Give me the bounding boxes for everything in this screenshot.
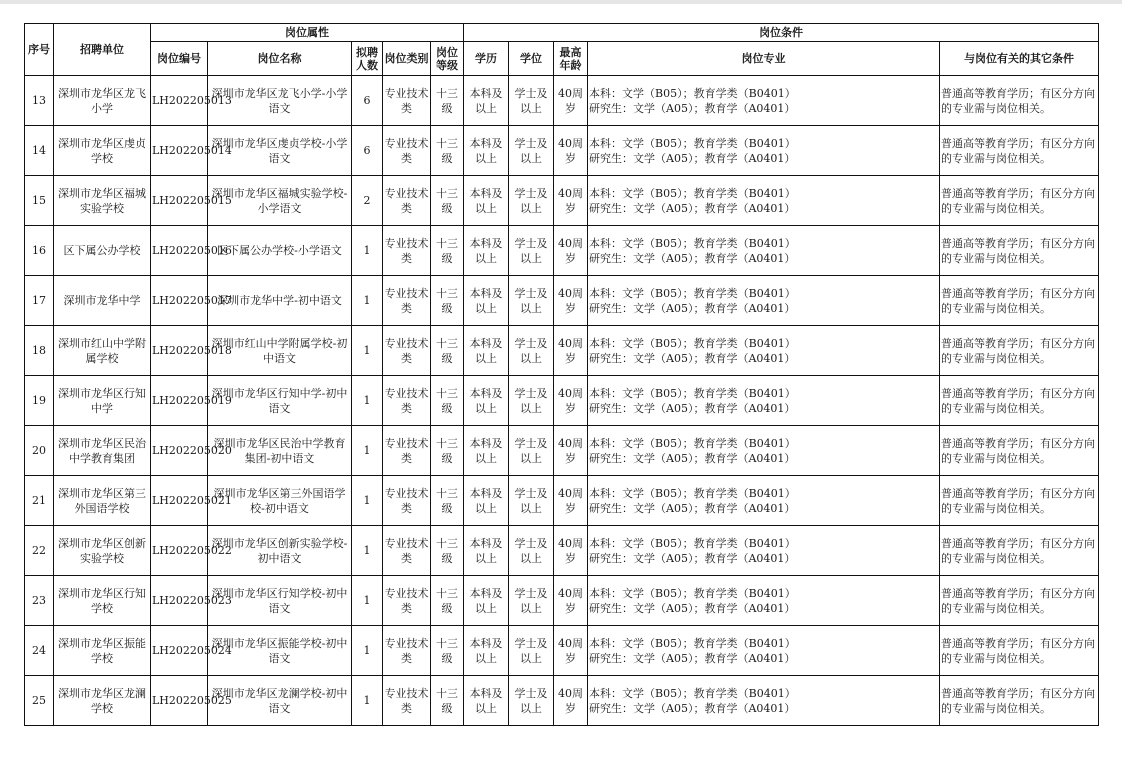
row-count: 1 — [352, 226, 383, 276]
row-major — [588, 526, 940, 576]
row-max-age: 40周岁 — [554, 176, 588, 226]
row-grade: 十三级 — [431, 126, 464, 176]
row-post-name: 深圳市龙华区创新实验学校-初中语文 — [208, 526, 352, 576]
table-row — [25, 326, 1099, 376]
row-major-postgrad: 研究生：文学（A05）；教育学（A0401） — [589, 551, 796, 565]
header-other: 与岗位有关的其它条件 — [940, 42, 1099, 76]
row-major — [588, 476, 940, 526]
row-major-undergrad: 本科：文学（B05）；教育学类（B0401） — [589, 136, 796, 150]
row-major-undergrad: 本科：文学（B05）；教育学类（B0401） — [589, 486, 796, 500]
row-code: LH202205024 — [151, 626, 208, 676]
row-major-postgrad: 研究生：文学（A05）；教育学（A0401） — [589, 101, 796, 115]
row-major-undergrad: 本科：文学（B05）；教育学类（B0401） — [589, 686, 796, 700]
row-post-name: 深圳市龙华区第三外国语学校-初中语文 — [208, 476, 352, 526]
row-degree: 学士及以上 — [509, 676, 554, 726]
row-degree: 学士及以上 — [509, 226, 554, 276]
row-degree: 学士及以上 — [509, 126, 554, 176]
header-grade: 岗位等级 — [431, 42, 464, 76]
row-major-postgrad: 研究生：文学（A05）；教育学（A0401） — [589, 451, 796, 465]
row-major-postgrad: 研究生：文学（A05）；教育学（A0401） — [589, 401, 796, 415]
row-max-age: 40周岁 — [554, 226, 588, 276]
row-post-name: 区下属公办学校-小学语文 — [208, 226, 352, 276]
row-grade: 十三级 — [431, 626, 464, 676]
header-group-attributes: 岗位属性 — [151, 24, 464, 42]
row-seq: 25 — [25, 676, 54, 726]
row-unit: 深圳市龙华区民治中学教育集团 — [54, 426, 151, 476]
row-post-name: 深圳市龙华区振能学校-初中语文 — [208, 626, 352, 676]
row-education: 本科及以上 — [464, 176, 509, 226]
recruitment-table — [24, 23, 1099, 726]
row-category: 专业技术类 — [383, 426, 431, 476]
row-post-name: 深圳市龙华区福城实验学校-小学语文 — [208, 176, 352, 226]
table-row — [25, 176, 1099, 226]
row-major — [588, 326, 940, 376]
header-code: 岗位编号 — [151, 42, 208, 76]
row-unit: 深圳市龙华区龙飞小学 — [54, 76, 151, 126]
row-max-age: 40周岁 — [554, 476, 588, 526]
row-degree: 学士及以上 — [509, 376, 554, 426]
table-row — [25, 376, 1099, 426]
row-major — [588, 276, 940, 326]
header-education: 学历 — [464, 42, 509, 76]
row-seq: 17 — [25, 276, 54, 326]
row-max-age: 40周岁 — [554, 276, 588, 326]
row-education: 本科及以上 — [464, 326, 509, 376]
row-grade: 十三级 — [431, 276, 464, 326]
row-code: LH202205013 — [151, 76, 208, 126]
header-max-age: 最高年龄 — [554, 42, 588, 76]
table-header — [25, 24, 1099, 76]
row-major-postgrad: 研究生：文学（A05）；教育学（A0401） — [589, 151, 796, 165]
header-category: 岗位类别 — [383, 42, 431, 76]
row-max-age: 40周岁 — [554, 326, 588, 376]
row-degree: 学士及以上 — [509, 326, 554, 376]
row-count: 1 — [352, 376, 383, 426]
row-unit: 深圳市龙华区行知学校 — [54, 576, 151, 626]
row-category: 专业技术类 — [383, 276, 431, 326]
row-other-conditions: 普通高等教育学历；有区分方向的专业需与岗位相关。 — [940, 126, 1099, 176]
table-row — [25, 426, 1099, 476]
row-unit: 深圳市龙华区行知中学 — [54, 376, 151, 426]
row-count: 1 — [352, 626, 383, 676]
page-top-edge — [0, 0, 1122, 4]
row-grade: 十三级 — [431, 76, 464, 126]
row-post-name: 深圳市龙华区龙飞小学-小学语文 — [208, 76, 352, 126]
row-grade: 十三级 — [431, 576, 464, 626]
row-grade: 十三级 — [431, 376, 464, 426]
row-grade: 十三级 — [431, 526, 464, 576]
row-education: 本科及以上 — [464, 226, 509, 276]
row-other-conditions: 普通高等教育学历；有区分方向的专业需与岗位相关。 — [940, 676, 1099, 726]
header-major: 岗位专业 — [588, 42, 940, 76]
row-major — [588, 576, 940, 626]
row-category: 专业技术类 — [383, 376, 431, 426]
header-seq: 序号 — [25, 24, 54, 76]
row-code: LH202205025 — [151, 676, 208, 726]
row-seq: 23 — [25, 576, 54, 626]
row-count: 1 — [352, 426, 383, 476]
row-post-name: 深圳市龙华区行知中学-初中语文 — [208, 376, 352, 426]
row-other-conditions: 普通高等教育学历；有区分方向的专业需与岗位相关。 — [940, 276, 1099, 326]
row-code: LH202205021 — [151, 476, 208, 526]
row-seq: 24 — [25, 626, 54, 676]
row-major-undergrad: 本科：文学（B05）；教育学类（B0401） — [589, 236, 796, 250]
table-row — [25, 526, 1099, 576]
row-other-conditions: 普通高等教育学历；有区分方向的专业需与岗位相关。 — [940, 326, 1099, 376]
row-grade: 十三级 — [431, 476, 464, 526]
row-max-age: 40周岁 — [554, 126, 588, 176]
row-other-conditions: 普通高等教育学历；有区分方向的专业需与岗位相关。 — [940, 526, 1099, 576]
row-count: 6 — [352, 76, 383, 126]
row-unit: 深圳市龙华区虔贞学校 — [54, 126, 151, 176]
row-education: 本科及以上 — [464, 676, 509, 726]
row-post-name: 深圳市龙华中学-初中语文 — [208, 276, 352, 326]
table-row — [25, 76, 1099, 126]
row-major-postgrad: 研究生：文学（A05）；教育学（A0401） — [589, 301, 796, 315]
row-major — [588, 126, 940, 176]
row-category: 专业技术类 — [383, 576, 431, 626]
row-education: 本科及以上 — [464, 526, 509, 576]
row-category: 专业技术类 — [383, 76, 431, 126]
row-other-conditions: 普通高等教育学历；有区分方向的专业需与岗位相关。 — [940, 376, 1099, 426]
row-major-undergrad: 本科：文学（B05）；教育学类（B0401） — [589, 86, 796, 100]
header-unit: 招聘单位 — [54, 24, 151, 76]
row-code: LH202205023 — [151, 576, 208, 626]
row-other-conditions: 普通高等教育学历；有区分方向的专业需与岗位相关。 — [940, 576, 1099, 626]
row-seq: 22 — [25, 526, 54, 576]
row-code: LH202205014 — [151, 126, 208, 176]
row-other-conditions: 普通高等教育学历；有区分方向的专业需与岗位相关。 — [940, 76, 1099, 126]
row-max-age: 40周岁 — [554, 526, 588, 576]
row-major-undergrad: 本科：文学（B05）；教育学类（B0401） — [589, 286, 796, 300]
row-major-postgrad: 研究生：文学（A05）；教育学（A0401） — [589, 601, 796, 615]
row-education: 本科及以上 — [464, 376, 509, 426]
row-major-postgrad: 研究生：文学（A05）；教育学（A0401） — [589, 201, 796, 215]
row-post-name: 深圳市龙华区行知学校-初中语文 — [208, 576, 352, 626]
row-category: 专业技术类 — [383, 226, 431, 276]
row-education: 本科及以上 — [464, 476, 509, 526]
row-major — [588, 226, 940, 276]
table-row — [25, 576, 1099, 626]
row-category: 专业技术类 — [383, 476, 431, 526]
row-grade: 十三级 — [431, 676, 464, 726]
row-major-undergrad: 本科：文学（B05）；教育学类（B0401） — [589, 186, 796, 200]
row-major — [588, 176, 940, 226]
row-unit: 深圳市龙华区创新实验学校 — [54, 526, 151, 576]
header-row-groups — [25, 24, 1099, 42]
row-grade: 十三级 — [431, 176, 464, 226]
row-count: 1 — [352, 326, 383, 376]
header-group-conditions: 岗位条件 — [464, 24, 1099, 42]
table-row — [25, 676, 1099, 726]
row-category: 专业技术类 — [383, 626, 431, 676]
row-other-conditions: 普通高等教育学历；有区分方向的专业需与岗位相关。 — [940, 176, 1099, 226]
row-education: 本科及以上 — [464, 276, 509, 326]
row-unit: 深圳市龙华中学 — [54, 276, 151, 326]
row-max-age: 40周岁 — [554, 576, 588, 626]
row-code: LH202205020 — [151, 426, 208, 476]
row-major — [588, 626, 940, 676]
row-seq: 14 — [25, 126, 54, 176]
row-category: 专业技术类 — [383, 326, 431, 376]
row-post-name: 深圳市龙华区虔贞学校-小学语文 — [208, 126, 352, 176]
row-seq: 20 — [25, 426, 54, 476]
row-major-postgrad: 研究生：文学（A05）；教育学（A0401） — [589, 251, 796, 265]
row-major — [588, 376, 940, 426]
row-major-postgrad: 研究生：文学（A05）；教育学（A0401） — [589, 501, 796, 515]
row-seq: 21 — [25, 476, 54, 526]
row-code: LH202205018 — [151, 326, 208, 376]
row-grade: 十三级 — [431, 226, 464, 276]
row-code: LH202205016 — [151, 226, 208, 276]
row-count: 2 — [352, 176, 383, 226]
row-category: 专业技术类 — [383, 526, 431, 576]
header-degree: 学位 — [509, 42, 554, 76]
row-unit: 深圳市龙华区福城实验学校 — [54, 176, 151, 226]
row-degree: 学士及以上 — [509, 476, 554, 526]
table-body — [25, 76, 1099, 726]
row-major-undergrad: 本科：文学（B05）；教育学类（B0401） — [589, 386, 796, 400]
row-education: 本科及以上 — [464, 626, 509, 676]
row-major-postgrad: 研究生：文学（A05）；教育学（A0401） — [589, 701, 796, 715]
row-seq: 16 — [25, 226, 54, 276]
header-row-columns — [25, 42, 1099, 76]
row-post-name: 深圳市红山中学附属学校-初中语文 — [208, 326, 352, 376]
row-code: LH202205019 — [151, 376, 208, 426]
table-row — [25, 126, 1099, 176]
table-row — [25, 226, 1099, 276]
row-max-age: 40周岁 — [554, 76, 588, 126]
row-seq: 13 — [25, 76, 54, 126]
row-grade: 十三级 — [431, 326, 464, 376]
row-major — [588, 76, 940, 126]
row-grade: 十三级 — [431, 426, 464, 476]
row-degree: 学士及以上 — [509, 426, 554, 476]
row-code: LH202205015 — [151, 176, 208, 226]
row-post-name: 深圳市龙华区民治中学教育集团-初中语文 — [208, 426, 352, 476]
table-row — [25, 276, 1099, 326]
row-seq: 15 — [25, 176, 54, 226]
row-count: 6 — [352, 126, 383, 176]
row-seq: 19 — [25, 376, 54, 426]
row-unit: 深圳市红山中学附属学校 — [54, 326, 151, 376]
row-degree: 学士及以上 — [509, 626, 554, 676]
row-major-postgrad: 研究生：文学（A05）；教育学（A0401） — [589, 651, 796, 665]
row-major — [588, 676, 940, 726]
row-max-age: 40周岁 — [554, 676, 588, 726]
row-seq: 18 — [25, 326, 54, 376]
row-other-conditions: 普通高等教育学历；有区分方向的专业需与岗位相关。 — [940, 626, 1099, 676]
row-education: 本科及以上 — [464, 576, 509, 626]
row-major-undergrad: 本科：文学（B05）；教育学类（B0401） — [589, 436, 796, 450]
row-unit: 深圳市龙华区振能学校 — [54, 626, 151, 676]
row-degree: 学士及以上 — [509, 76, 554, 126]
row-other-conditions: 普通高等教育学历；有区分方向的专业需与岗位相关。 — [940, 476, 1099, 526]
row-count: 1 — [352, 576, 383, 626]
table-row — [25, 626, 1099, 676]
row-other-conditions: 普通高等教育学历；有区分方向的专业需与岗位相关。 — [940, 226, 1099, 276]
header-count: 拟聘人数 — [352, 42, 383, 76]
row-major-undergrad: 本科：文学（B05）；教育学类（B0401） — [589, 536, 796, 550]
header-post-name: 岗位名称 — [208, 42, 352, 76]
row-max-age: 40周岁 — [554, 376, 588, 426]
row-unit: 深圳市龙华区第三外国语学校 — [54, 476, 151, 526]
row-code: LH202205022 — [151, 526, 208, 576]
row-education: 本科及以上 — [464, 126, 509, 176]
row-unit: 区下属公办学校 — [54, 226, 151, 276]
row-count: 1 — [352, 476, 383, 526]
row-category: 专业技术类 — [383, 126, 431, 176]
row-major-undergrad: 本科：文学（B05）；教育学类（B0401） — [589, 336, 796, 350]
row-major-postgrad: 研究生：文学（A05）；教育学（A0401） — [589, 351, 796, 365]
row-degree: 学士及以上 — [509, 176, 554, 226]
row-degree: 学士及以上 — [509, 276, 554, 326]
row-other-conditions: 普通高等教育学历；有区分方向的专业需与岗位相关。 — [940, 426, 1099, 476]
row-major — [588, 426, 940, 476]
row-max-age: 40周岁 — [554, 626, 588, 676]
row-max-age: 40周岁 — [554, 426, 588, 476]
row-category: 专业技术类 — [383, 176, 431, 226]
row-education: 本科及以上 — [464, 426, 509, 476]
row-count: 1 — [352, 676, 383, 726]
row-education: 本科及以上 — [464, 76, 509, 126]
row-degree: 学士及以上 — [509, 576, 554, 626]
row-code: LH202205017 — [151, 276, 208, 326]
row-unit: 深圳市龙华区龙澜学校 — [54, 676, 151, 726]
row-major-undergrad: 本科：文学（B05）；教育学类（B0401） — [589, 586, 796, 600]
row-category: 专业技术类 — [383, 676, 431, 726]
row-major-undergrad: 本科：文学（B05）；教育学类（B0401） — [589, 636, 796, 650]
row-count: 1 — [352, 276, 383, 326]
table-row — [25, 476, 1099, 526]
row-post-name: 深圳市龙华区龙澜学校-初中语文 — [208, 676, 352, 726]
row-count: 1 — [352, 526, 383, 576]
row-degree: 学士及以上 — [509, 526, 554, 576]
